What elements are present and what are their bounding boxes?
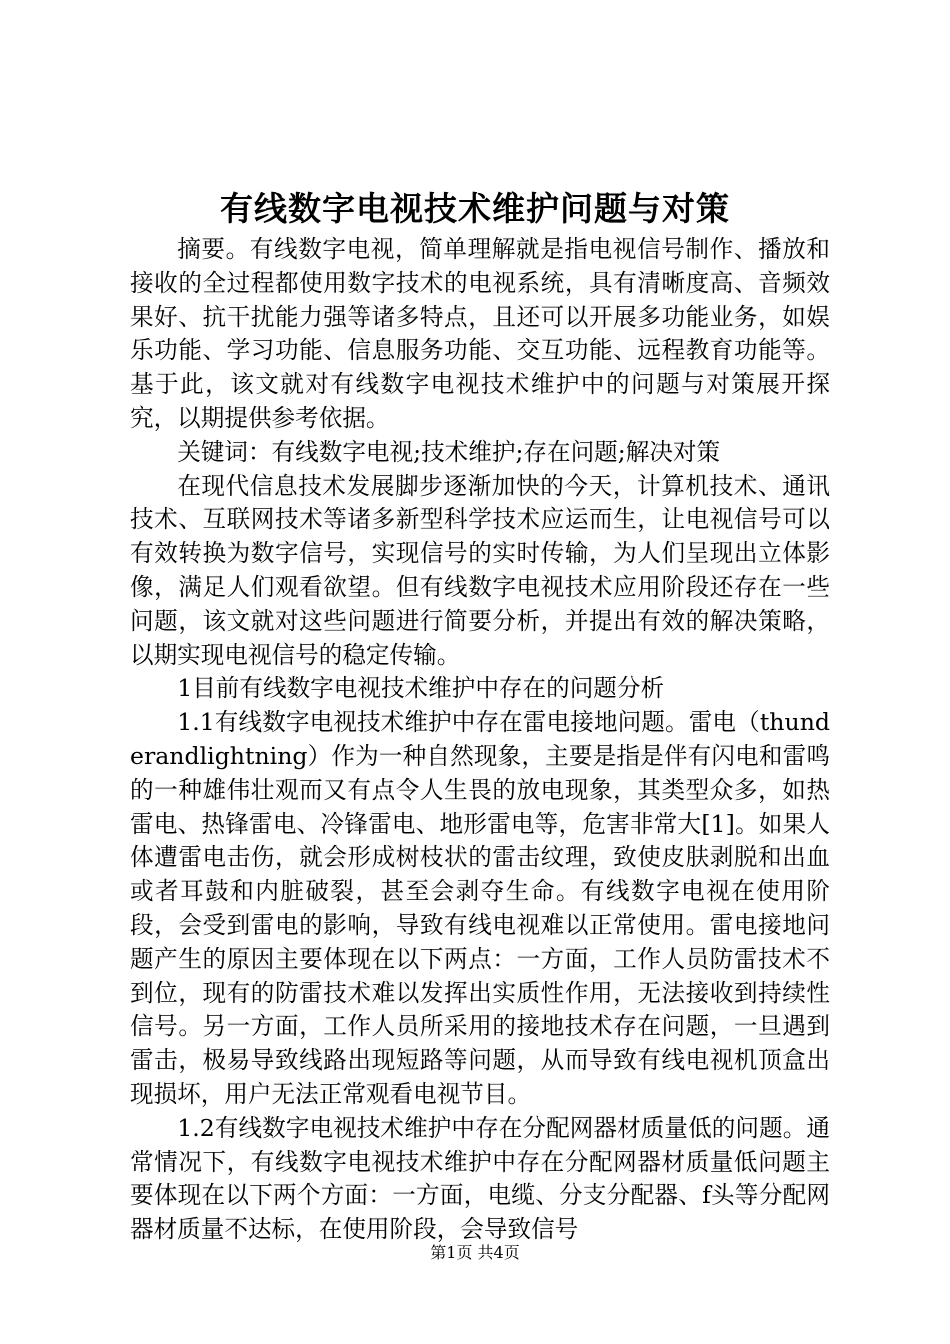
intro-paragraph: 在现代信息技术发展脚步逐渐加快的今天，计算机技术、通讯技术、互联网技术等诸多新型科学技术应运而生，让电视信号可以有效转换为数字信号，实现信号的实时传输，为人们呈现出立体影像，满足人们观看欲望。但有线数字电视技术应用阶段还存在一些问题，该文就对这些问题进行简要分析，并提出有效的解决策略，以期实现电视信号的稳定传输。 bbox=[130, 471, 830, 669]
page-footer: 第1页 共4页 bbox=[430, 1243, 520, 1262]
document-title: 有线数字电视技术维护问题与对策 bbox=[220, 189, 730, 228]
section-1-1-paragraph: 1.1有线数字电视技术维护中存在雷电接地问题。雷电（thunderandlightning）作为一种自然现象，主要是指是伴有闪电和雷鸣的一种雄伟壮观而又有点令人生畏的放电现象，其类型众多，如热雷电、热锋雷电、冷锋雷电、地形雷电等，危害非常大[1]。如果人体遭雷电击伤，就会形成树枝状的雷击纹理，致使皮肤剥脱和出血或者耳鼓和内脏破裂，甚至会剥夺生命。有线数字电视在使用阶段，会受到雷电的影响，导致有线电视难以正常使用。雷电接地问题产生的原因主要体现在以下两点：一方面，工作人员防雷技术不到位，现有的防雷技术难以发挥出实质性作用，无法接收到持续性信号。另一方面，工作人员所采用的接地技术存在问题，一旦遇到雷击，极易导致线路出现短路等问题，从而导致有线电视机顶盒出现损坏，用户无法正常观看电视节目。 bbox=[130, 708, 830, 1108]
section-1-2-paragraph: 1.2有线数字电视技术维护中存在分配网器材质量低的问题。通常情况下，有线数字电视技术维护中存在分配网器材质量低问题主要体现在以下两个方面：一方面，电缆、分支分配器、f头等分配网器材质量不达标，在使用阶段，会导致信号 bbox=[130, 1113, 830, 1244]
document-body bbox=[130, 233, 830, 1247]
keywords-paragraph: 关键词：有线数字电视;技术维护;存在问题;解决对策 bbox=[177, 437, 721, 466]
section-heading-1: 1目前有线数字电视技术维护中存在的问题分析 bbox=[177, 674, 665, 703]
abstract-paragraph: 摘要。有线数字电视，简单理解就是指电视信号制作、播放和接收的全过程都使用数字技术的电视系统，具有清晰度高、音频效果好、抗干扰能力强等诸多特点，且还可以开展多功能业务，如娱乐功能、学习功能、信息服务功能、交互功能、远程教育功能等。基于此，该文就对有线数字电视技术维护中的问题与对策展开探究，以期提供参考依据。 bbox=[130, 235, 830, 432]
